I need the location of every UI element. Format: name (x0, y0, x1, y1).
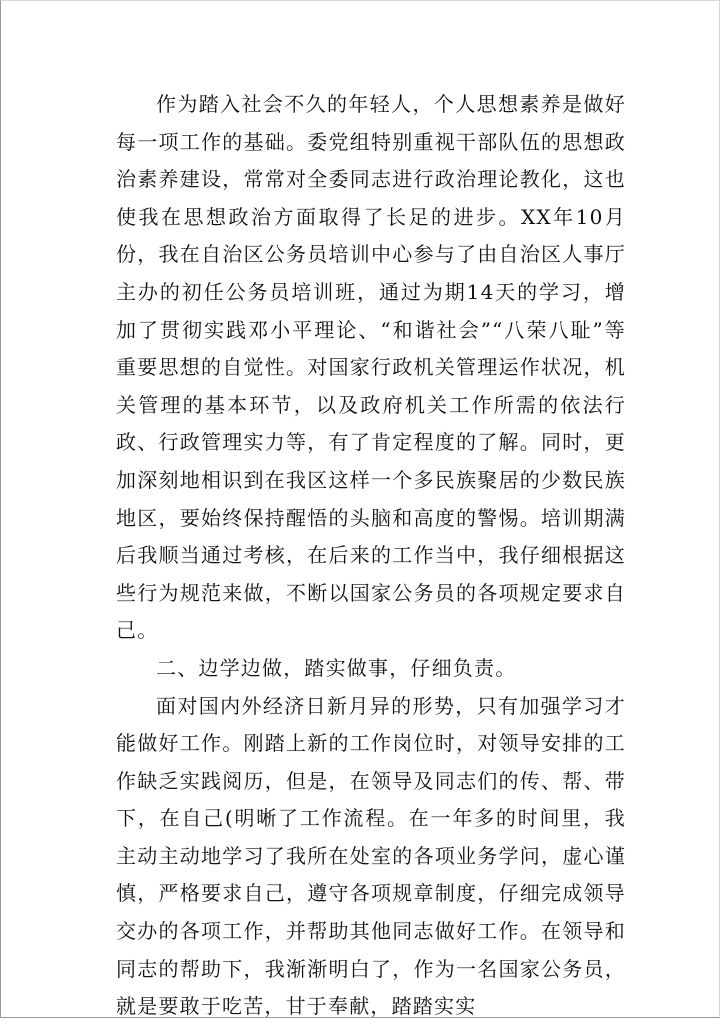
paragraph-learning: 面对国内外经济日新月异的形势，只有加强学习才能做好工作。刚踏上新的工作岗位时，对领导安排的工作缺乏实践阅历，但是，在领导及同志们的传、帮、带下，在自己(明晰了工作流程。在一年多的时间里，我主动主动地学习了我所在处室的各项业务学问，虚心谨慎，严格要求自己，遵守各项规章制度，仔细完成领导交办的各项工作，并帮助其他同志做好工作。在领导和同志的帮助下，我渐渐明白了，作为一名国家公务员，就是要敢于吃苦，甘于奉献，踏踏实实 (116, 693, 626, 1019)
paragraph-ideology: 作为踏入社会不久的年轻人，个人思想素养是做好每一项工作的基础。委党组特别重视干部队伍的思想政治素养建设，常常对全委同志进行政治理论教化，这也使我在思想政治方面取得了长足的进步。XX年10月份，我在自治区公务员培训中心参与了由自治区人事厅主办的初任公务员培训班，通过为期14天的学习，增加了贯彻实践邓小平理论、“和谐社会”“八荣八耻”等重要思想的自觉性。对国家行政机关管理运作状况，机关管理的基本环节，以及政府机关工作所需的依法行政、行政管理实力等，有了肯定程度的了解。同时，更加深刻地相识到在我区这样一个多民族聚居的少数民族地区，要始终保持醒悟的头脑和高度的警惕。培训期满后我顺当通过考核，在后来的工作当中，我仔细根据这些行为规范来做，不断以国家公务员的各项规定要求自己。 (116, 92, 626, 643)
section-heading: 二、边学边做，踏实做事，仔细负责。 (156, 655, 517, 680)
document-body (116, 86, 626, 1026)
